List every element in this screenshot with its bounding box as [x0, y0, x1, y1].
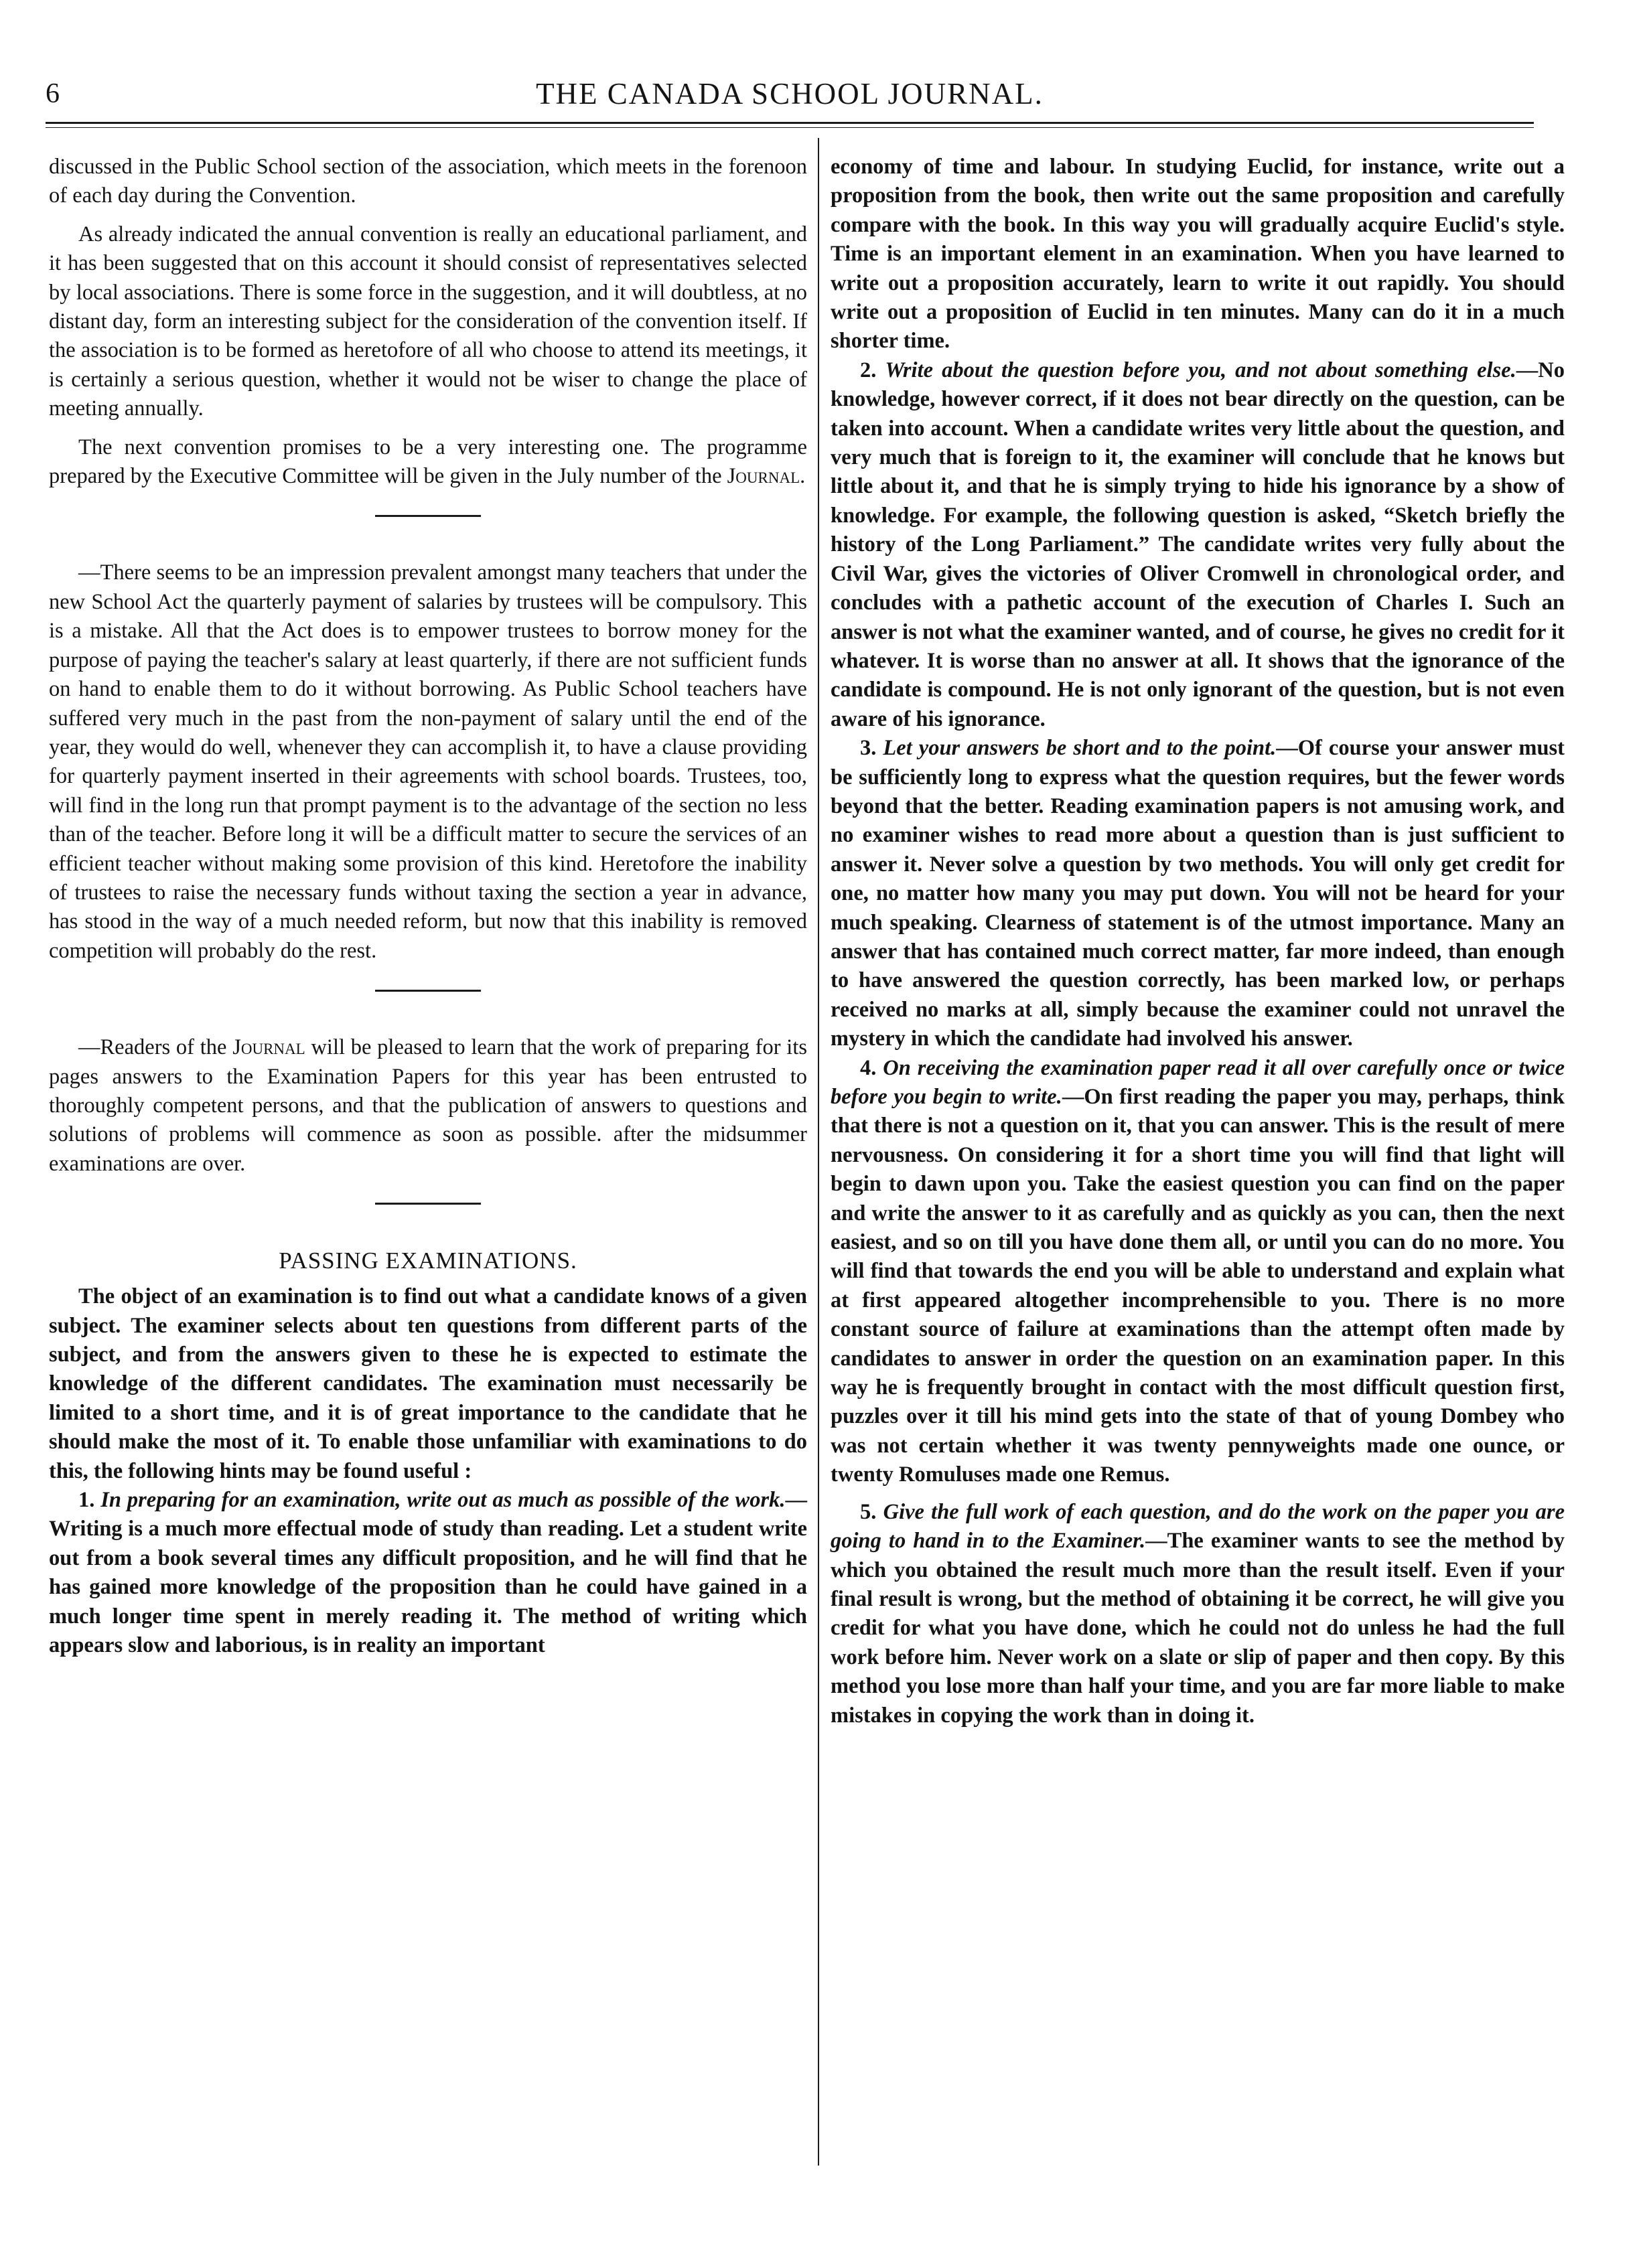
section-heading: PASSING EXAMINATIONS. [279, 1248, 577, 1274]
page-header [46, 75, 1534, 115]
header-rule-thick [46, 122, 1534, 124]
convention-paragraph-2: As already indicated the annual convention is really an educational parliament, and it has been suggested that on this account it should consist of representatives selected by local associations. There is some force in the suggestion, and it will doubtless, at no distant day, form an interesting subject for the consideration of the convention itself. If the association is to be formed as heretofore of all who choose to attend its meetings, it is certainly a serious question, whether it would not be wiser to change the place of meeting annually. [49, 222, 807, 421]
convention-paragraph-3 [49, 433, 807, 492]
passing-examinations-article [49, 1246, 807, 1660]
page-number: 6 [46, 78, 60, 109]
hint-title: In preparing for an examination, write out as much as possible of the work. [100, 1488, 786, 1513]
hint-body: —No knowledge, however correct, if it does not bear directly on the question, can be taken into account. When a candidate writes very little about the question, and very much that is foreign to it, the examiner will conclude that he knows but little about it, and that he is simply trying to hide his ignorance by a show of knowledge. For example, the following question is asked, “Sketch briefly the history of the Long Parliament.” The candidate writes very fully about the Civil War, gives the victories of Oliver Cromwell in chronological order, and concludes with a pathetic account of the execution of Charles I. Such an answer is not what the examiner wanted, and of course, he gives no credit for it whatever. It is worse than no answer at all. It shows that the ignorance of the candidate is compound. He is not only ignorant of the question, but is not even aware of his ignorance. [831, 358, 1565, 731]
hint-title: On receiving the examination paper read it all over carefully once or twice before you begin to write. [831, 1055, 1565, 1109]
hint-3 [831, 734, 1565, 1053]
journal-title: THE CANADA SCHOOL JOURNAL. [536, 77, 1044, 110]
hint-number: 4. [860, 1055, 877, 1080]
section-separator [375, 1203, 481, 1205]
convention-article [49, 153, 807, 491]
right-column [831, 153, 1565, 1730]
hint-title: Write about the question before you, and not about something else. [885, 358, 1516, 382]
hint-number: 2. [860, 358, 877, 382]
hint-number: 3. [860, 736, 877, 761]
salaries-article [49, 558, 807, 966]
hint-number: 5. [860, 1499, 877, 1524]
header-rule-thin [46, 127, 1534, 128]
answers-notice [49, 1033, 807, 1179]
answers-paragraph [49, 1033, 807, 1179]
salaries-paragraph: —There seems to be an impression prevalent amongst many teachers that under the new School Act the quarterly payment of salaries by trustees will be compulsory. This is a mistake. All that the Act does is to empower trustees to borrow money for the purpose of paying the teacher's salary at least quarterly, if there are not sufficient funds on hand to enable them to do it without borrowing. As Public School teachers have suffered very much in the past from the non-payment of salary until the end of the year, they would do well, whenever they can accomplish it, to have a clause providing for quarterly payment inserted in their agreements with school boards. Trustees, too, will find in the long run that prompt payment is to the advantage of the section no less than of the teacher. Before long it will be a difficult matter to secure the services of an efficient teacher without making some provision of this kind. Heretofore the inability of trustees to raise the necessary funds without taxing the section a year in advance, has stood in the way of a much needed reform, but now that this inability is removed competition will probably do the rest. [49, 560, 807, 963]
answers-paragraph-end: will be pleased to learn that the work of preparing for its pages answers to the Examination Papers for this year has been entrusted to thoroughly competent persons, and that the publication of answers to questions and solutions of problems will commence as soon as possible. after the midsummer examinations are over. [49, 1035, 808, 1176]
answers-paragraph-start: —Readers of the [78, 1035, 227, 1060]
hint-body: —On first reading the paper you may, perhaps, think that there is not a question on it, that you can answer. This is the result of mere nervousness. On considering it for a short time you will find that light will begin to dawn upon you. Take the easiest question you can find on the paper and write the answer to it as carefully and as quickly as you can, then the next easiest, and so on till you have done them all, or until you can do no more. You will find that towards the end you will be able to understand and explain what at first appeared altogether incomprehensible to you. There is no more constant source of failure at examinations than the attempt often made by candidates to answer in order the question on an examination paper. In this way he is frequently brought in contact with the most difficult question first, puzzles over it till his mind gets into the state of that of young Dombey who was not certain whether it was twenty pennyweights made one ounce, or twenty Romuluses made one Remus. [831, 1085, 1565, 1487]
convention-paragraph-3-end: . [800, 464, 806, 489]
convention-paragraph-1: discussed in the Public School section of the association, which meets in the forenoon of each day during the Convention. [49, 155, 807, 208]
hint-2 [831, 356, 1565, 734]
hint-body: —The examiner wants to see the method by which you obtained the result much more than the result itself. Even if your final result is wrong, but the method of obtaining it be correct, he will give you credit for what you have done, which he could not do unless he had the full work before him. Never work on a slate or slip of paper and then copy. By this method you lose more than half your time, and you are far more liable to make mistakes in copying the work than in doing it. [831, 1529, 1565, 1728]
column-divider [818, 138, 819, 2166]
hint-number: 1. [78, 1488, 95, 1513]
journal-name: Journal [727, 464, 800, 489]
passing-intro-paragraph: The object of an examination is to find out what a candidate knows of a given subject. The examiner selects about ten questions from different parts of the subject, and from the answers given to these he is expected to estimate the knowledge of the different candidates. The examination must necessarily be limited to a short time, and it is of great importance to the candidate that he should make the most of it. To enable those unfamiliar with examinations to do this, the following hints may be found useful : [49, 1284, 807, 1483]
journal-name: Journal [232, 1035, 305, 1060]
hint-5 [831, 1498, 1565, 1730]
hint-title: Let your answers be short and to the point. [883, 736, 1277, 761]
convention-paragraph-3-text: The next convention promises to be a very interesting one. The programme prepared by the Executive Committee will be given in the July number of the [49, 435, 807, 489]
hint-1 [49, 1486, 807, 1660]
hint-4 [831, 1054, 1565, 1490]
section-separator [375, 990, 481, 992]
left-column [49, 153, 807, 1660]
hint-1-continued: economy of time and labour. In studying Euclid, for instance, write out a proposition from the book, then write out the same proposition and carefully compare with the book. In this way you will gradually acquire Euclid's style. Time is an important element in an examination. When you have learned to write out a proposition accurately, learn to write it out rapidly. You should write out a proposition of Euclid in ten minutes. Many can do it in a much shorter time. [831, 155, 1565, 354]
section-separator [375, 515, 481, 517]
hint-title: Give the full work of each question, and do the work on the paper you are going to hand in to the Examiner. [831, 1499, 1565, 1554]
hint-body: — Writing is a much more effectual mode of study than reading. Let a student write out from a book several times any difficult proposition, and he will find that he has gained more knowledge of the proposition than he could have gained in a much longer time spent in merely reading it. The method of writing which appears slow and laborious, is in reality an important [49, 1488, 808, 1658]
hint-body: —Of course your answer must be sufficiently long to express what the question requires, but the fewer words beyond that the better. Reading examination papers is not amusing work, and no examiner wishes to read more about a question than is just sufficient to answer it. Never solve a question by two methods. You will only get credit for one, no matter how many you may put down. You will not be heard for your much speaking. Clearness of statement is of the utmost importance. Many an answer that has contained much correct matter, far more indeed, than enough to have answered the question correctly, has been marked low, or perhaps received no marks at all, simply because the examiner could not unravel the mystery in which the candidate had involved his answer. [831, 736, 1565, 1051]
